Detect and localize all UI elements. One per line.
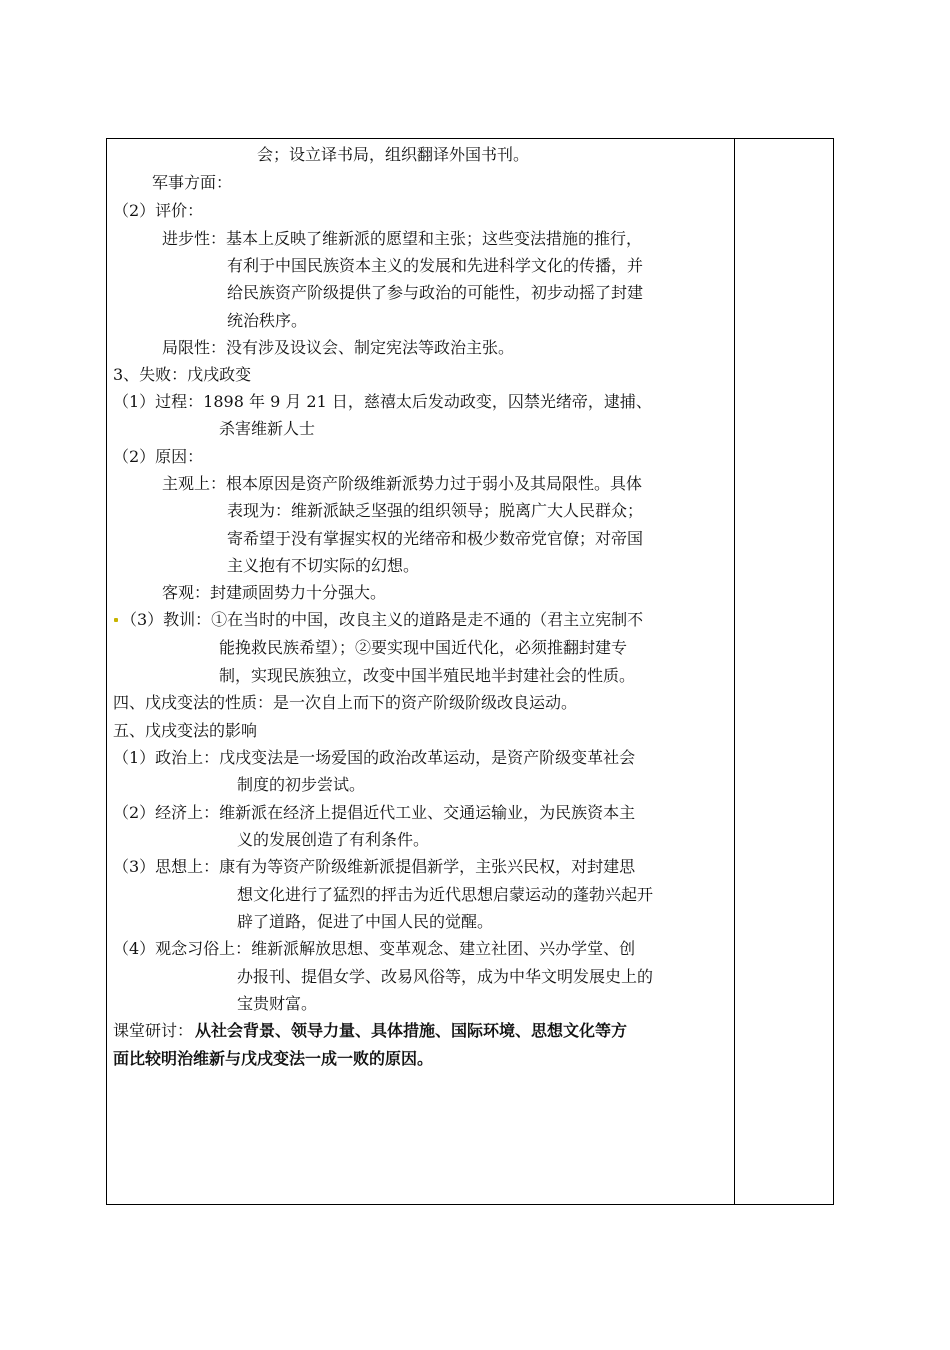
text-line: 制，实现民族独立，改变中国半殖民地半封建社会的性质。 <box>219 666 636 685</box>
text-line: 想文化进行了猛烈的抨击为近代思想启蒙运动的蓬勃兴起开 <box>237 885 654 904</box>
text-line: 宝贵财富。 <box>237 994 318 1013</box>
text-line: 五、戊戌变法的影响 <box>113 721 258 740</box>
text-line: 四、戊戌变法的性质：是一次自上而下的资产阶级阶级改良运动。 <box>113 693 578 712</box>
text-line: 杀害维新人士 <box>219 419 316 438</box>
text-line: 有利于中国民族资本主义的发展和先进科学文化的传播，并 <box>227 256 644 275</box>
text-line: 能挽救民族希望）；②要实现中国近代化，必须推翻封建专 <box>219 638 628 657</box>
text-line: 义的发展创造了有利条件。 <box>237 830 430 849</box>
text-line: （3）教训：①在当时的中国，改良主义的道路是走不通的（君主立宪制不 <box>121 610 644 629</box>
text-line: 辟了道路，促进了中国人民的觉醒。 <box>237 912 494 931</box>
text-line: 会；设立译书局，组织翻译外国书刊。 <box>257 145 530 164</box>
text-line: 办报刊、提倡女学、改易风俗等，成为中华文明发展史上的 <box>237 967 654 986</box>
text-line: 表现为：维新派缺乏坚强的组织领导；脱离广大人民群众； <box>227 501 644 520</box>
text-line: （2）经济上：维新派在经济上提倡近代工业、交通运输业，为民族资本主 <box>113 803 636 822</box>
text-line: （2）原因： <box>113 447 204 466</box>
discussion-label: 课堂研讨： <box>113 1021 194 1040</box>
stray-mark <box>114 618 118 622</box>
text-line: （1）过程：1898 年 9 月 21 日，慈禧太后发动政变，囚禁光绪帝，逮捕、 <box>113 392 652 411</box>
column-divider <box>734 138 735 1205</box>
text-line: （3）思想上：康有为等资产阶级维新派提倡新学，主张兴民权，对封建思 <box>113 857 636 876</box>
discussion-prompt: 面比较明治维新与戊戌变法一成一败的原因。 <box>113 1049 434 1068</box>
text-line: （1）政治上：戊戌变法是一场爱国的政治改革运动，是资产阶级变革社会 <box>113 748 636 767</box>
text-line: 给民族资产阶级提供了参与政治的可能性，初步动摇了封建 <box>227 283 644 302</box>
discussion-prompt: 从社会背景、领导力量、具体措施、国际环境、思想文化等方 <box>195 1021 628 1040</box>
text-line: 局限性：没有涉及设议会、制定宪法等政治主张。 <box>162 338 515 357</box>
text-line: 主义抱有不切实际的幻想。 <box>227 556 420 575</box>
text-line: 军事方面： <box>152 173 233 192</box>
text-line: 进步性：基本上反映了维新派的愿望和主张；这些变法措施的推行， <box>162 229 643 248</box>
text-line: （2）评价： <box>113 201 204 220</box>
text-line: 3、失败：戊戌政变 <box>113 365 252 384</box>
text-line: 主观上：根本原因是资产阶级维新派势力过于弱小及其局限性。具体 <box>162 474 643 493</box>
text-line: 寄希望于没有掌握实权的光绪帝和极少数帝党官僚；对帝国 <box>227 529 644 548</box>
text-line: 客观：封建顽固势力十分强大。 <box>162 583 387 602</box>
text-line: （4）观念习俗上：维新派解放思想、变革观念、建立社团、兴办学堂、创 <box>113 939 636 958</box>
text-line: 统治秩序。 <box>227 311 308 330</box>
text-line: 制度的初步尝试。 <box>237 775 366 794</box>
